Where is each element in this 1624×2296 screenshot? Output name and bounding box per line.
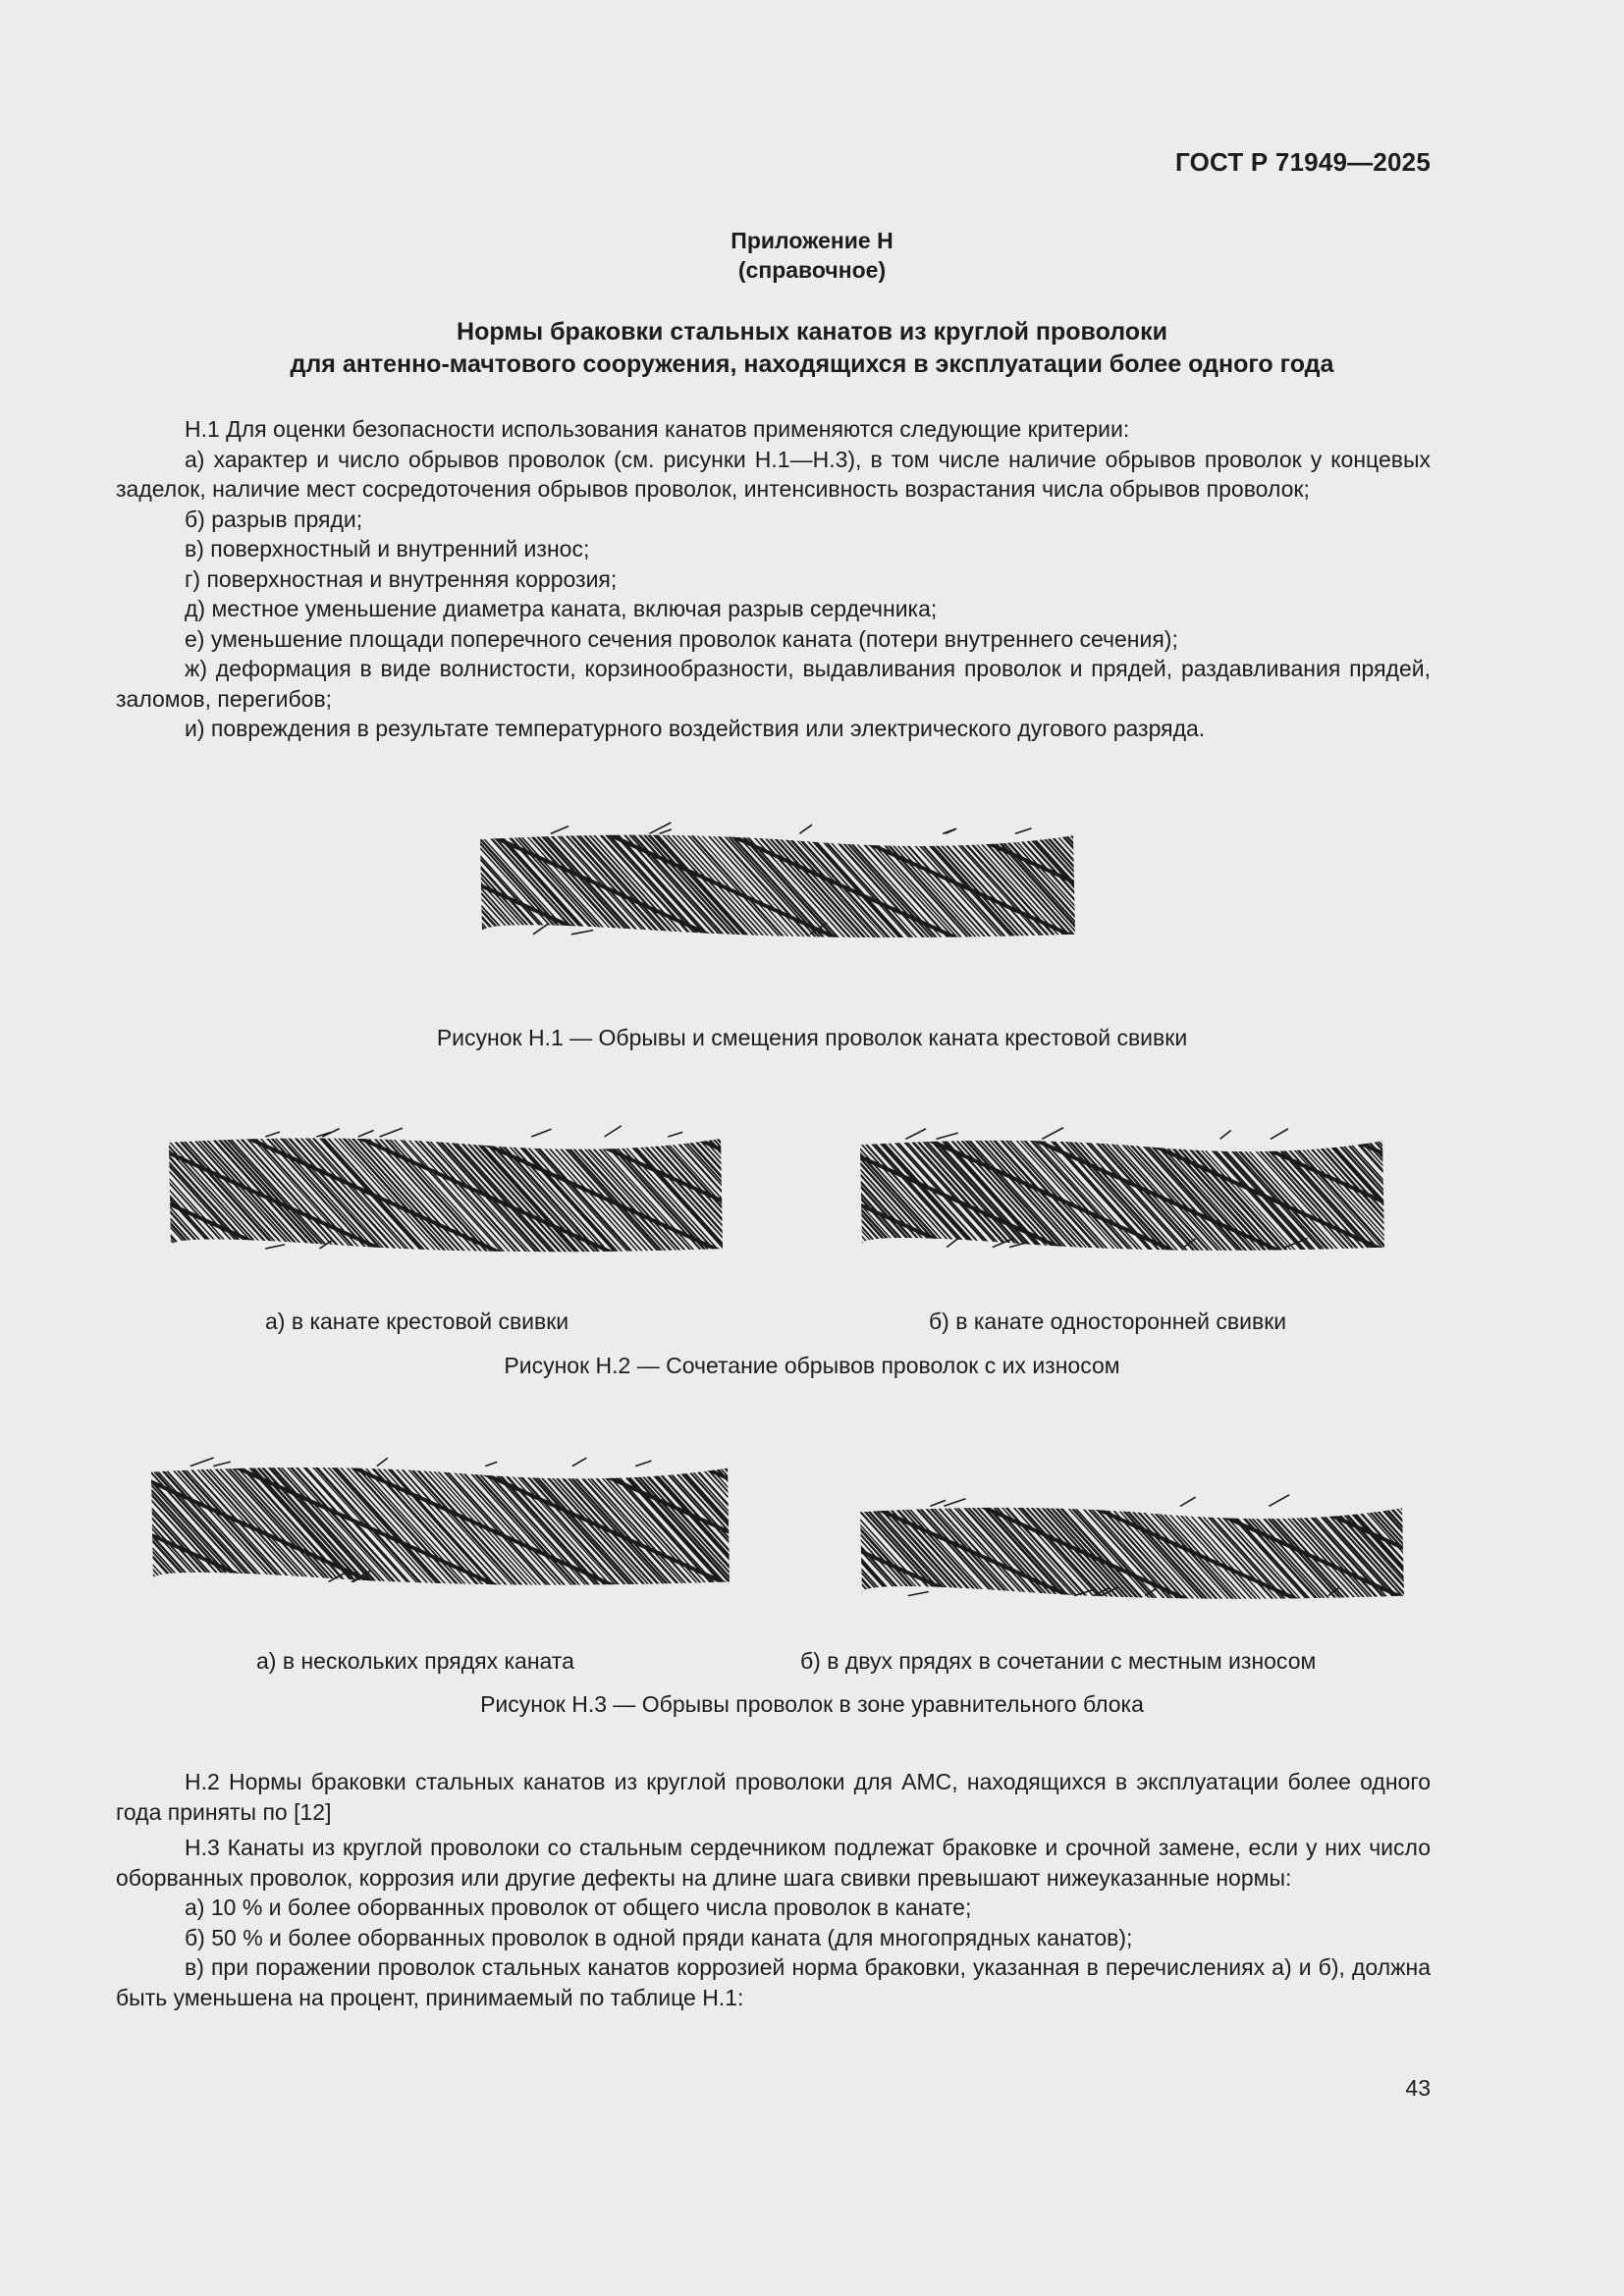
figure-h2b-rope-image <box>856 1122 1386 1264</box>
figure-h2a-rope-image <box>165 1119 725 1266</box>
section-1 <box>116 414 1431 744</box>
main-title-line2: для антенно-мачтового сооружения, находящихся в эксплуатации более одного года <box>290 350 1334 378</box>
section-1-item: и) повреждения в результате температурного воздействия или электрического дугового разряда. <box>185 716 1206 741</box>
main-title <box>0 316 1624 381</box>
rope-drawing <box>476 818 1077 950</box>
figure-h3-caption-a: а) в нескольких прядях каната <box>256 1648 574 1674</box>
section-1-item: в) поверхностный и внутренний износ; <box>185 536 590 561</box>
section-2-text: Н.2 Нормы браковки стальных канатов из круглой проволоки для АМС, находящихся в эксплуатации более одного года приняты по [12] <box>116 1769 1431 1825</box>
figure-h1-rope-image <box>476 818 1077 950</box>
section-1-item: е) уменьшение площади поперечного сечения проволок каната (потери внутреннего сечения); <box>185 625 1178 652</box>
section-1-item: г) поверхностная и внутренняя коррозия; <box>185 565 618 592</box>
section-1-item: а) характер и число обрывов проволок (см. рисунки Н.1—Н.3), в том числе наличие обрывов проволок у концевых заделок, наличие мест сосредоточения обрывов проволок, интенсивность возрастания числа обрывов проволок; <box>116 446 1431 502</box>
rope-drawing <box>165 1119 725 1266</box>
rope-drawing <box>147 1448 731 1600</box>
section-1-item: д) местное уменьшение диаметра каната, включая разрыв сердечника; <box>185 596 938 621</box>
annex-subtitle: (справочное) <box>737 257 887 283</box>
section-3-item: а) 10 % и более оборванных проволок от общего числа проволок в канате; <box>185 1895 972 1920</box>
figure-h3b-rope-image <box>856 1492 1406 1610</box>
annex-heading <box>0 226 1624 285</box>
section-3-intro: Н.3 Канаты из круглой проволоки со стальным сердечником подлежат браковке и срочной замене, если у них число оборванных проволок, коррозия или другие дефекты на длине шага свивки превышают нижеуказанные нормы: <box>116 1835 1431 1891</box>
main-title-line1: Нормы браковки стальных канатов из круглой проволоки <box>457 318 1167 346</box>
figure-h3-title: Рисунок Н.3 — Обрывы проволок в зоне уравнительного блока <box>480 1691 1144 1717</box>
section-1-item: ж) деформация в виде волнистости, корзинообразности, выдавливания проволок и прядей, раздавливания прядей, заломов, перегибов; <box>116 656 1431 712</box>
figure-h3a-rope-image <box>147 1448 731 1600</box>
figure-h2-caption-a: а) в канате крестовой свивки <box>265 1308 569 1334</box>
document-id: ГОСТ Р 71949—2025 <box>1175 147 1431 177</box>
figure-h2-caption-b: б) в канате односторонней свивки <box>929 1308 1287 1334</box>
rope-drawing <box>856 1492 1406 1610</box>
rope-drawing <box>856 1122 1386 1264</box>
section-1-intro: Н.1 Для оценки безопасности использования канатов применяются следующие критерии: <box>185 416 1130 442</box>
section-2 <box>116 1767 1431 2012</box>
figure-h2-title: Рисунок Н.2 — Сочетание обрывов проволок с их износом <box>504 1353 1120 1378</box>
annex-title: Приложение Н <box>731 228 893 253</box>
section-3-item: б) 50 % и более оборванных проволок в одной пряди каната (для многопрядных канатов); <box>185 1924 1133 1950</box>
figure-h3-caption-b: б) в двух прядях в сочетании с местным износом <box>800 1648 1317 1674</box>
section-1-item: б) разрыв пряди; <box>185 506 363 532</box>
figure-h1-title: Рисунок Н.1 — Обрывы и смещения проволок каната крестовой свивки <box>436 1025 1188 1050</box>
page-number: 43 <box>1405 2075 1431 2101</box>
section-3-item: в) при поражении проволок стальных канатов коррозией норма браковки, указанная в перечислениях а) и б), должна быть уменьшена на процент, принимаемый по таблице Н.1: <box>116 1954 1431 2010</box>
